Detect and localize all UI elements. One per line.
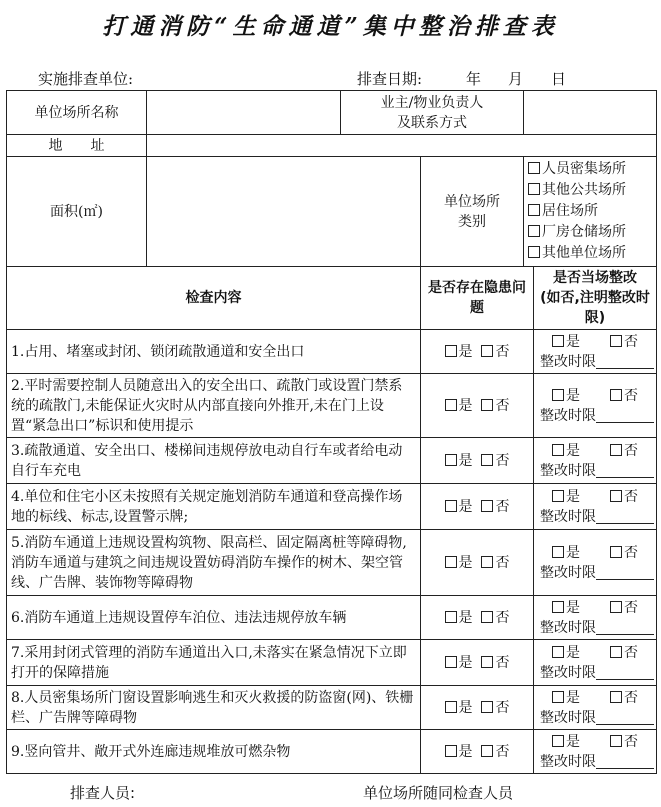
area-label: 面积(㎡)	[7, 157, 147, 267]
hazard-answer: 是 否	[421, 374, 534, 438]
checklist-row	[7, 596, 657, 640]
hazard-yes-checkbox[interactable]	[445, 656, 457, 668]
unit-name-field[interactable]	[147, 91, 341, 135]
deadline-field[interactable]	[596, 463, 654, 478]
address-label: 地 址	[7, 135, 147, 157]
fix-answer: 是 否 整改时限	[534, 596, 657, 640]
checklist-item-text: 7.采用封闭式管理的消防车通道出入口,未落实在紧急情况下立即打开的保障措施	[7, 640, 421, 686]
fix-answer: 是 否 整改时限	[534, 686, 657, 730]
hazard-answer: 是 否	[421, 438, 534, 484]
date-day-label: 日	[551, 70, 567, 88]
deadline-field[interactable]	[596, 408, 654, 423]
deadline-field[interactable]	[596, 620, 654, 635]
fixed-yes-checkbox[interactable]	[552, 389, 564, 401]
address-field[interactable]	[147, 135, 657, 157]
hazard-no-checkbox[interactable]	[481, 399, 493, 411]
fixed-yes-checkbox[interactable]	[552, 646, 564, 658]
hazard-answer: 是 否	[421, 640, 534, 686]
deadline-field[interactable]	[596, 565, 654, 580]
fixed-yes-checkbox[interactable]	[552, 691, 564, 703]
inspection-unit-label: 实施排查单位:	[38, 70, 134, 88]
fixed-yes-checkbox[interactable]	[552, 335, 564, 347]
form-title: 打通消防“生命通道”集中整治排查表	[102, 13, 559, 40]
hazard-no-checkbox[interactable]	[481, 611, 493, 623]
deadline-label: 整改时限	[540, 564, 596, 581]
hazard-answer: 是 否	[421, 730, 534, 774]
fixed-no-checkbox[interactable]	[610, 546, 622, 558]
fixed-yes-checkbox[interactable]	[552, 490, 564, 502]
fix-answer: 是 否 整改时限	[534, 438, 657, 484]
fixed-yes-checkbox[interactable]	[552, 546, 564, 558]
fixed-no-checkbox[interactable]	[610, 490, 622, 502]
deadline-label: 整改时限	[540, 462, 596, 479]
hazard-yes-checkbox[interactable]	[445, 701, 457, 713]
fixed-no-checkbox[interactable]	[610, 444, 622, 456]
date-year-label: 年	[466, 70, 482, 88]
deadline-field[interactable]	[596, 754, 654, 769]
fix-answer: 是 否 整改时限	[534, 330, 657, 374]
hazard-no-checkbox[interactable]	[481, 454, 493, 466]
checklist-row	[7, 640, 657, 686]
checklist-row	[7, 374, 657, 438]
deadline-field[interactable]	[596, 710, 654, 725]
col-header-hazard: 是否存在隐患问题	[421, 267, 534, 330]
checklist-item-text: 8.人员密集场所门窗设置影响逃生和灭火救援的防盗窗(网)、铁栅栏、广告牌等障碍物	[7, 686, 421, 730]
fixed-yes-checkbox[interactable]	[552, 601, 564, 613]
deadline-label: 整改时限	[540, 753, 596, 770]
checklist-row	[7, 686, 657, 730]
col-header-content: 检查内容	[7, 267, 421, 330]
deadline-field[interactable]	[596, 509, 654, 524]
checklist-row	[7, 484, 657, 530]
checklist-item-text: 5.消防车通道上违规设置构筑物、限高栏、固定隔离桩等障碍物,消防车通道与建筑之间违规设置妨碍消防车操作的树木、架空管线、广告牌、装饰物等障碍物	[7, 530, 421, 596]
checkbox-other-public-place[interactable]	[528, 183, 540, 195]
fix-answer: 是 否 整改时限	[534, 530, 657, 596]
fixed-no-checkbox[interactable]	[610, 389, 622, 401]
fix-answer: 是 否 整改时限	[534, 730, 657, 774]
hazard-yes-checkbox[interactable]	[445, 745, 457, 757]
category-options: 人员密集场所 其他公共场所 居住场所 厂房仓储场所 其他单位场所	[524, 157, 657, 267]
checklist-item-text: 2.平时需要控制人员随意出入的安全出口、疏散门或设置门禁系统的疏散门,未能保证火灾时从内部直接向外推开,未在门上设置“紧急出口”标识和使用提示	[7, 374, 421, 438]
fixed-yes-checkbox[interactable]	[552, 735, 564, 747]
deadline-label: 整改时限	[540, 619, 596, 636]
hazard-no-checkbox[interactable]	[481, 556, 493, 568]
checklist-item-text: 6.消防车通道上违规设置停车泊位、违法违规停放车辆	[7, 596, 421, 640]
deadline-label: 整改时限	[540, 508, 596, 525]
hazard-no-checkbox[interactable]	[481, 701, 493, 713]
checkbox-crowded-place[interactable]	[528, 162, 540, 174]
checklist-row	[7, 730, 657, 774]
inspection-form-table	[6, 90, 657, 774]
checklist-row	[7, 530, 657, 596]
checklist-row	[7, 330, 657, 374]
checklist-item-text: 9.竖向管井、敞开式外连廊违规堆放可燃杂物	[7, 730, 421, 774]
fixed-no-checkbox[interactable]	[610, 735, 622, 747]
deadline-field[interactable]	[596, 665, 654, 680]
hazard-yes-checkbox[interactable]	[445, 500, 457, 512]
area-field[interactable]	[147, 157, 421, 267]
accompany-inspector-label: 单位场所随同检查人员	[363, 784, 514, 802]
fixed-no-checkbox[interactable]	[610, 691, 622, 703]
hazard-yes-checkbox[interactable]	[445, 399, 457, 411]
unit-name-label: 单位场所名称	[7, 91, 147, 135]
hazard-answer: 是 否	[421, 686, 534, 730]
hazard-no-checkbox[interactable]	[481, 656, 493, 668]
deadline-label: 整改时限	[540, 353, 596, 370]
owner-contact-field[interactable]	[524, 91, 657, 135]
fixed-no-checkbox[interactable]	[610, 335, 622, 347]
deadline-label: 整改时限	[540, 407, 596, 424]
hazard-yes-checkbox[interactable]	[445, 345, 457, 357]
checklist-row	[7, 438, 657, 484]
checkbox-residential[interactable]	[528, 204, 540, 216]
checkbox-factory-warehouse[interactable]	[528, 225, 540, 237]
checkbox-other-unit[interactable]	[528, 246, 540, 258]
hazard-answer: 是 否	[421, 330, 534, 374]
hazard-no-checkbox[interactable]	[481, 745, 493, 757]
hazard-answer: 是 否	[421, 484, 534, 530]
hazard-yes-checkbox[interactable]	[445, 556, 457, 568]
inspection-date-label: 排查日期:	[357, 70, 423, 88]
category-label: 单位场所 类别	[421, 157, 524, 267]
deadline-label: 整改时限	[540, 664, 596, 681]
hazard-yes-checkbox[interactable]	[445, 454, 457, 466]
inspector-label: 排查人员:	[70, 784, 136, 802]
fixed-no-checkbox[interactable]	[610, 646, 622, 658]
owner-contact-label: 业主/物业负责人 及联系方式	[341, 91, 524, 135]
date-month-label: 月	[508, 70, 524, 88]
checklist-item-text: 1.占用、堵塞或封闭、锁闭疏散通道和安全出口	[7, 330, 421, 374]
hazard-no-checkbox[interactable]	[481, 345, 493, 357]
deadline-field[interactable]	[596, 354, 654, 369]
hazard-yes-checkbox[interactable]	[445, 611, 457, 623]
checklist-item-text: 3.疏散通道、安全出口、楼梯间违规停放电动自行车或者给电动自行车充电	[7, 438, 421, 484]
fixed-yes-checkbox[interactable]	[552, 444, 564, 456]
fixed-no-checkbox[interactable]	[610, 601, 622, 613]
fix-answer: 是 否 整改时限	[534, 374, 657, 438]
hazard-answer: 是 否	[421, 530, 534, 596]
fix-answer: 是 否 整改时限	[534, 640, 657, 686]
deadline-label: 整改时限	[540, 709, 596, 726]
col-header-fix: 是否当场整改 (如否,注明整改时限)	[534, 267, 657, 330]
hazard-no-checkbox[interactable]	[481, 500, 493, 512]
fix-answer: 是 否 整改时限	[534, 484, 657, 530]
hazard-answer: 是 否	[421, 596, 534, 640]
checklist-item-text: 4.单位和住宅小区未按照有关规定施划消防车通道和登高操作场地的标线、标志,设置警示牌;	[7, 484, 421, 530]
